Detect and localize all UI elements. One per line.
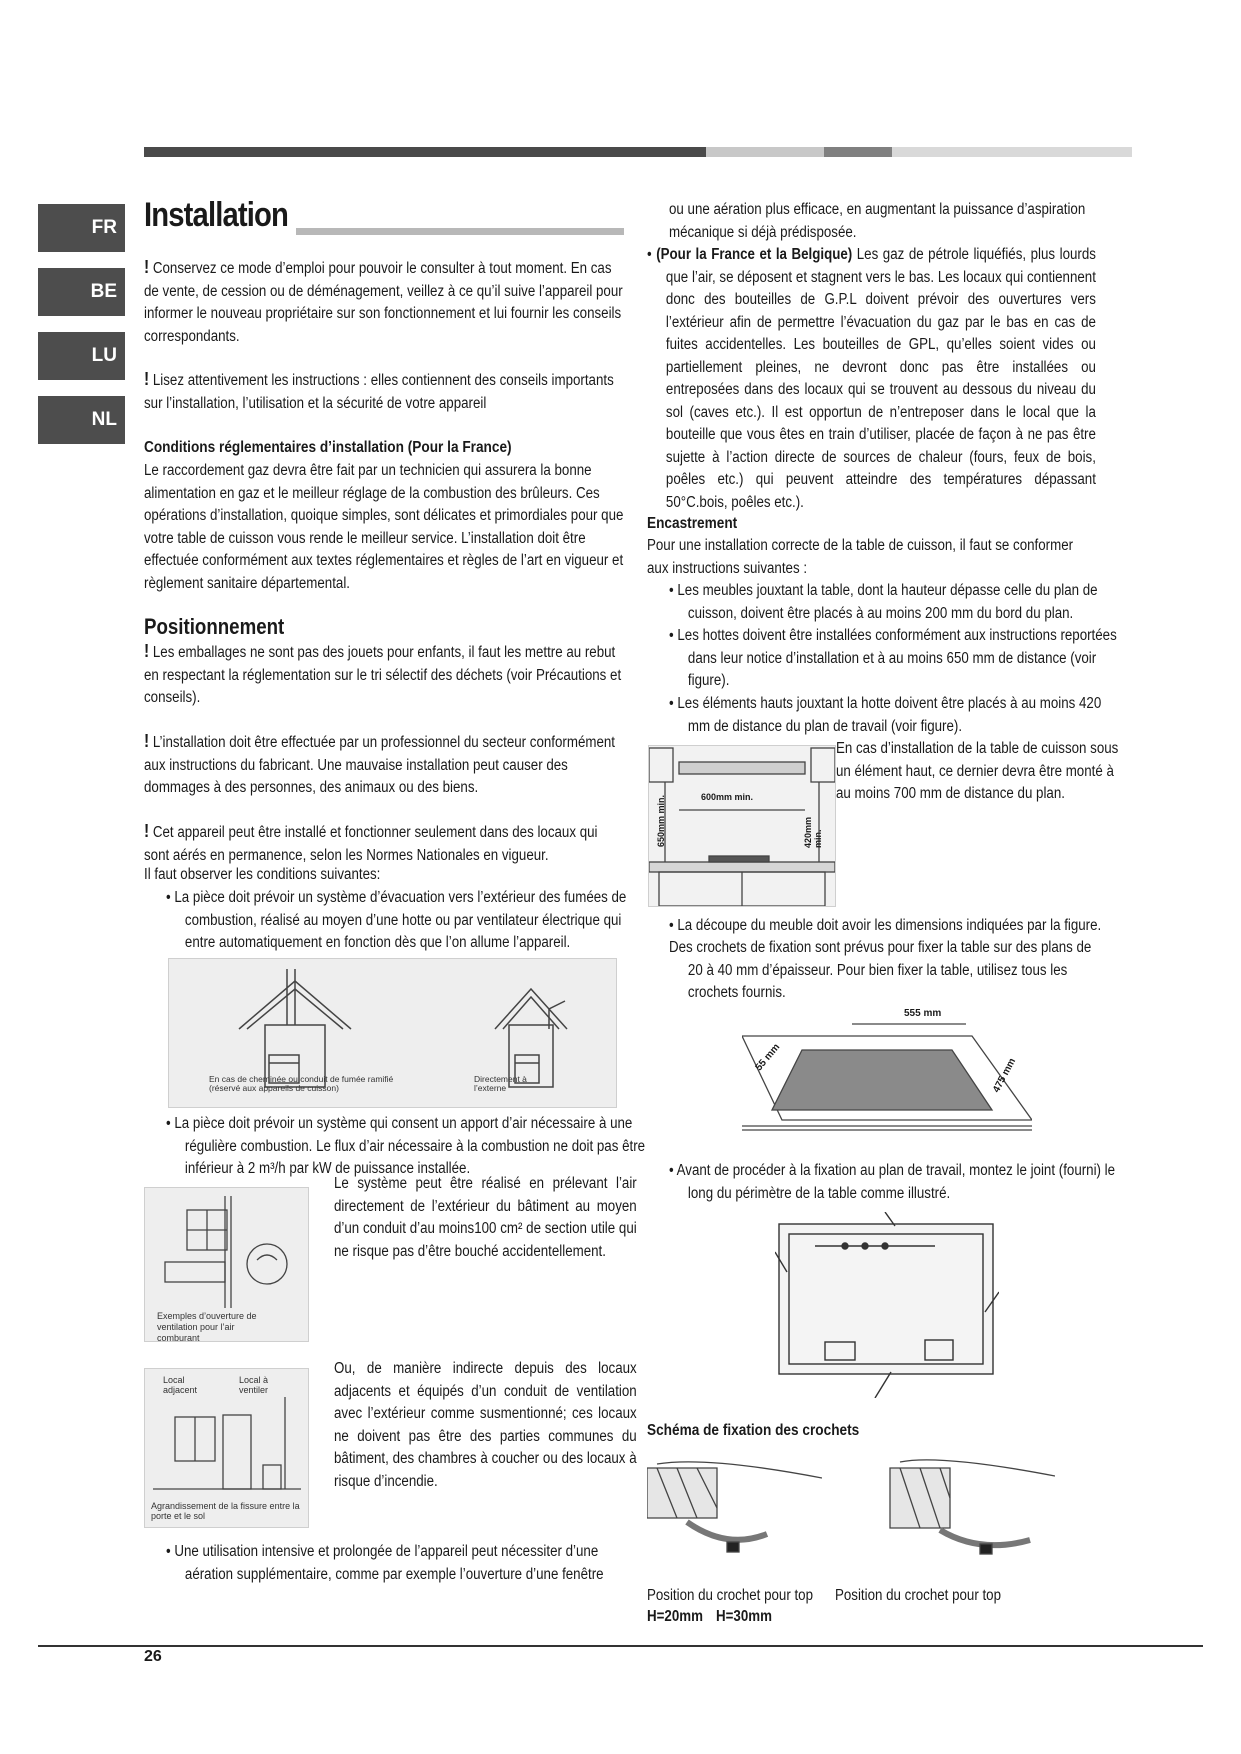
hook-h20-illustration bbox=[647, 1458, 822, 1558]
hook-height-20: H=20mm bbox=[647, 1608, 703, 1625]
fig3-label-ventiler: Local à ventiler bbox=[239, 1375, 269, 1395]
intro-paragraph-2: ! Lisez attentivement les instructions : elles contiennent des conseils importants sur l’installation, l’utilisation et la sécurité de votre appareil bbox=[144, 369, 614, 412]
hook-height-30: H=30mm bbox=[716, 1608, 772, 1625]
ventilation-indirect-text: Ou, de manière indirecte depuis des locaux adjacents et équipés d’un conduit de ventilation avec l’extérieur comme susmentionné; ces locaux ne doivent pas être des parties communes du bâtiment, des chambres à coucher ou des locaux à risque d’incendie. bbox=[334, 1360, 637, 1490]
bullet-meubles: • Les meubles jouxtant la table, dont la hauteur dépasse celle du plan de cuisson, doivent être placés à au moins 200 mm du bord du plan. bbox=[669, 582, 1098, 622]
fig3-label-adjacent: Local adjacent bbox=[163, 1375, 198, 1395]
hook-h30-illustration bbox=[880, 1458, 1055, 1558]
crochets-text: Des crochets de fixation sont prévus pour fixer la table sur des plans de 20 à 40 mm d’épaisseur. Pour bien fixer la table, utilisez tous les crochets fournis. bbox=[669, 939, 1092, 1001]
footer-rule bbox=[38, 1645, 1203, 1647]
positionnement-p1: ! Les emballages ne sont pas des jouets pour enfants, il faut les mettre au rebut en respectant la réglementation sur le tri sélectif des déchets (voir Précautions et conseils). bbox=[144, 641, 622, 706]
hood-clearance-figure bbox=[648, 745, 836, 907]
top-color-bar bbox=[144, 147, 1132, 157]
hook-figure-h20 bbox=[647, 1458, 822, 1558]
encastrement-text: Pour une installation correcte de la table de cuisson, il faut se conformer aux instructions suivantes : bbox=[647, 537, 1074, 577]
bullet-elements-hauts: • Les éléments hauts jouxtant la hotte doivent être placés à au moins 420 mm de distance du plan de travail (voir figure). bbox=[669, 695, 1102, 735]
right-continuation: ou une aération plus efficace, en augmentant la puissance d’aspiration mécanique si déjà prédisposée. bbox=[669, 201, 1086, 241]
fig3-caption: Agrandissement de la fissure entre la porte et le sol bbox=[151, 1501, 300, 1521]
title-underline bbox=[296, 228, 624, 235]
cutout-figure bbox=[742, 1002, 1032, 1142]
fig4-height-label-1: 650mm min. bbox=[656, 794, 667, 848]
fig1-caption-1: En cas de cheminée ou conduit de fumée ramifié (réservé aux appareils de cuisson) bbox=[209, 1074, 394, 1093]
fig2-caption: Exemples d’ouverture de ventilation pour l’air comburant bbox=[157, 1311, 257, 1343]
hook-caption-2: Position du crochet pour top bbox=[835, 1587, 1001, 1604]
page-number: 26 bbox=[144, 1648, 162, 1665]
conditions-text: Le raccordement gaz devra être fait par un technicien qui assurera la bonne alimentation en gaz et le meilleur réglage de la combustion des brûleurs. Ces opérations d’installation, quoique simples, sont délicates et primordiales pour que votre table de cuisson vous rende le meilleur service. L’installation doit être effectuée conformément aux textes réglementaires et règles de l’art en vigueur et règlement sanitaire départemental. bbox=[144, 462, 624, 592]
joint-figure bbox=[775, 1212, 999, 1398]
positionnement-p4: Il faut observer les conditions suivantes: bbox=[144, 866, 381, 883]
bullet-decoupe: • La découpe du meuble doit avoir les dimensions indiquées par la figure. bbox=[669, 917, 1102, 934]
dim-555-label: 555 mm bbox=[904, 1008, 942, 1019]
hob-underside-illustration bbox=[775, 1212, 999, 1398]
lang-tab-nl[interactable]: NL bbox=[38, 396, 125, 444]
dim-55-label: 55 mm bbox=[753, 1041, 783, 1074]
encastrement-title: Encastrement bbox=[647, 515, 738, 532]
bullet-air-supply: • La pièce doit prévoir un système qui consent un apport d’air nécessaire à une régulière combustion. Le flux d’air nécessaire à la combustion ne doit pas être inférieur à 2 m³/h par kW de puissance installée. bbox=[166, 1115, 646, 1177]
hook-schema-title: Schéma de fixation des crochets bbox=[647, 1422, 860, 1439]
hook-figure-h30 bbox=[880, 1458, 1055, 1558]
positionnement-p3: ! Cet appareil peut être installé et fonctionner seulement dans des locaux qui sont aérés en permanence, selon les Normes Nationales en vigueur. bbox=[144, 821, 598, 864]
fig4-height-label-2: 420mm min. bbox=[803, 816, 823, 848]
lang-tab-fr[interactable]: FR bbox=[38, 204, 125, 252]
france-belgique-paragraph: • (Pour la France et la Belgique) Les gaz de pétrole liquéfiés, plus lourds que l’air, se déposent et stagnent vers le bas. Les locaux qui contiennent donc des bouteilles de G.P.L doivent prévoir des ouvertures vers l’extérieur afin de permettre l’évacuation du gaz par le bas en cas de fuites accidentelles. Les bouteilles de GPL, qu’elles soient vides ou partiellement pleines, ne devront donc pas être installées ou entreposées dans des locaux qui se trouvent au dessous du niveau du sol (caves etc.). Il est opportun de n’entreposer dans le local que la bouteille que vous êtes en train d’utiliser, placée de façon à ne pas être sujette à l’action directe de sources de chaleur (fours, feux de bois, poêles etc.) qui peuvent atteindre des températures dépassant 50°C.bois, poêles etc.). bbox=[647, 246, 1096, 511]
intro-paragraph-1: ! Conservez ce mode d’emploi pour pouvoir le consulter à tout moment. En cas de vente, de cession ou de déménagement, veillez à ce qu’il suive l’appareil pour informer le nouveau propriétaire sur son fonctionnement et lui fournir les conseils correspondants. bbox=[144, 257, 623, 345]
fig4-width-label: 600mm min. bbox=[701, 792, 754, 802]
hook-caption-1: Position du crochet pour top bbox=[647, 1587, 813, 1604]
ventilation-figure-2 bbox=[144, 1187, 309, 1342]
bullet-hottes: • Les hottes doivent être installées conformément aux instructions reportées dans leur notice d’installation et à au moins 650 mm de distance (voir figure). bbox=[669, 627, 1117, 689]
dim-475-label: 475 mm bbox=[991, 1056, 1019, 1095]
positionnement-p2: ! L’installation doit être effectuée par un professionnel du secteur conformément aux instructions du fabricant. Une mauvaise installation peut causer des dommages à des personnes, des animaux ou des biens. bbox=[144, 731, 616, 796]
ventilation-direct-text: Le système peut être réalisé en prélevant l’air directement de l’extérieur du bâtiment au moyen d’un conduit d’au moins100 cm² de section utile qui ne risque pas d’être bouché accidentellement. bbox=[334, 1175, 637, 1260]
conditions-title: Conditions réglementaires d’installation (Pour la France) bbox=[144, 439, 512, 456]
bullet-evacuation: • La pièce doit prévoir un système d’évacuation vers l’extérieur des fumées de combustion, réalisé au moyen d’une hotte ou par ventilateur électrique qui entre automatiquement en fonction dès que l’on allume l’appareil. bbox=[166, 889, 627, 951]
ventilation-figure-1 bbox=[168, 958, 617, 1108]
page-title: Installation bbox=[144, 196, 289, 234]
cutout-illustration bbox=[742, 1002, 1032, 1142]
positionnement-title: Positionnement bbox=[144, 614, 285, 639]
lang-tab-be[interactable]: BE bbox=[38, 268, 125, 316]
fig1-caption-2: Directement à l’externe bbox=[474, 1074, 527, 1093]
element-haut-text: En cas d’installation de la table de cuisson sous un élément haut, ce dernier devra être monté à au moins 700 mm de distance du plan. bbox=[836, 740, 1119, 802]
bullet-intensive-use: • Une utilisation intensive et prolongée de l’appareil peut nécessiter d’une aération supplémentaire, comme par exemple l’ouverture d’une fenêtre bbox=[166, 1543, 604, 1583]
bullet-joint: • Avant de procéder à la fixation au plan de travail, montez le joint (fourni) le long du périmètre de la table comme illustré. bbox=[669, 1162, 1116, 1202]
lang-tab-lu[interactable]: LU bbox=[38, 332, 125, 380]
ventilation-figure-3 bbox=[144, 1368, 309, 1528]
